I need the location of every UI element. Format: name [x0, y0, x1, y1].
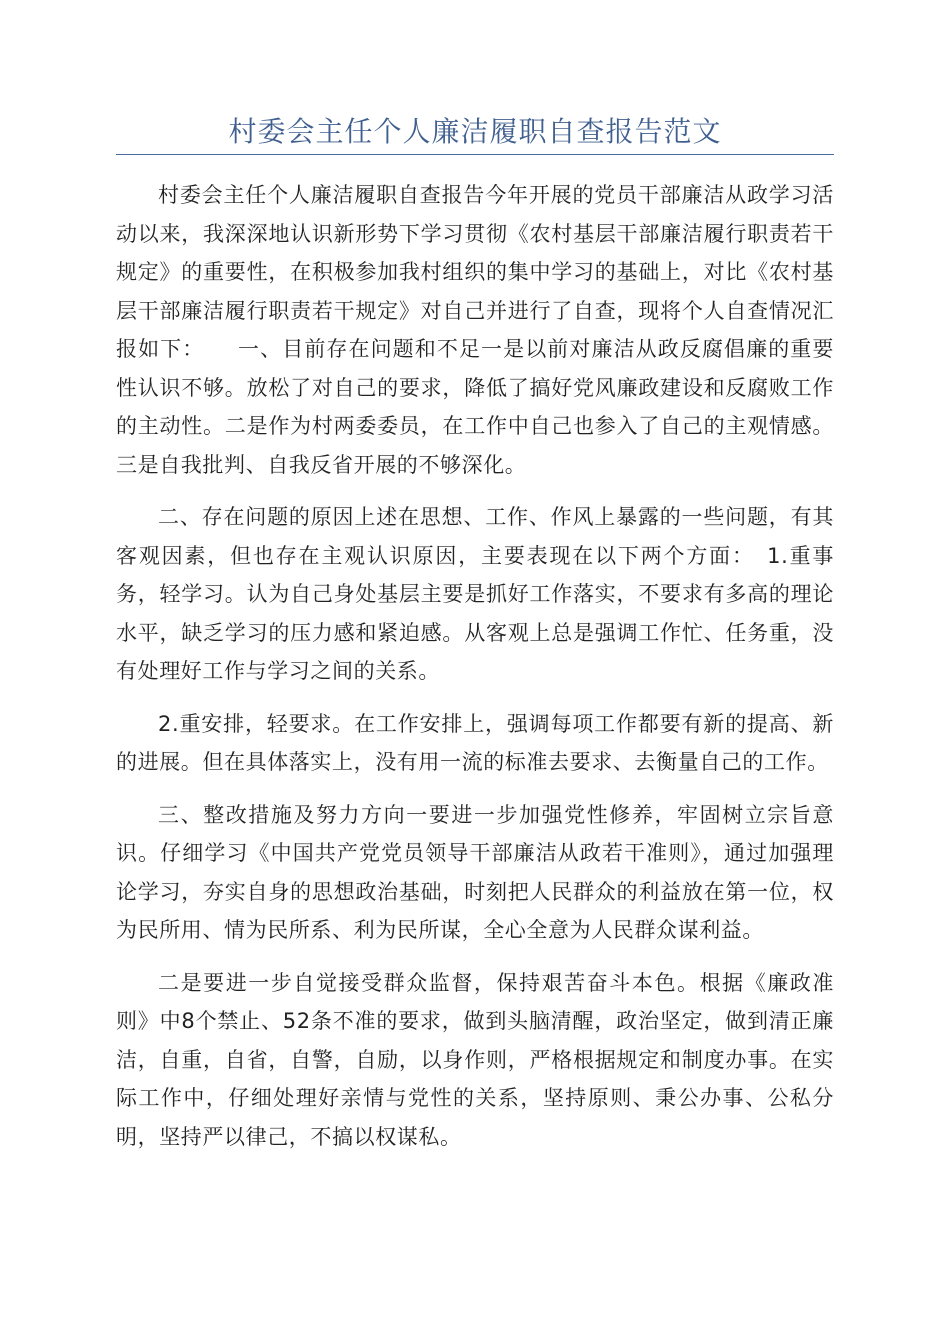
paragraph-1: 村委会主任个人廉洁履职自查报告今年开展的党员干部廉洁从政学习活动以来，我深深地认识新形势下学习贯彻《农村基层干部廉洁履行职责若干规定》的重要性，在积极参加我村组织的集中学习的基础上，对比《农村基层干部廉洁履行职责若干规定》对自己并进行了自查，现将个人自查情况汇报如下： 一、目前存在问题和不足一是以前对廉洁从政反腐倡廉的重要性认识不够。放松了对自己的要求，降低了搞好党风廉政建设和反腐败工作的主动性。二是作为村两委委员，在工作中自己也参入了自己的主观情感。三是自我批判、自我反省开展的不够深化。 — [116, 183, 834, 477]
document-body — [116, 176, 834, 1170]
document-title: 村委会主任个人廉洁履职自查报告范文 — [228, 115, 722, 148]
paragraph-4: 三、整改措施及努力方向一要进一步加强党性修养，牢固树立宗旨意识。仔细学习《中国共产党党员领导干部廉洁从政若干准则》，通过加强理论学习，夯实自身的思想政治基础，时刻把人民群众的利益放在第一位，权为民所用、情为民所系、利为民所谋，全心全意为人民群众谋利益。 — [116, 802, 834, 942]
paragraph-5: 二是要进一步自觉接受群众监督，保持艰苦奋斗本色。根据《廉政准则》中8个禁止、52条不准的要求，做到头脑清醒，政治坚定，做到清正廉洁，自重，自省，自警，自励，以身作则，严格根据规定和制度办事。在实际工作中，仔细处理好亲情与党性的关系，坚持原则、秉公办事、公私分明，坚持严以律己，不搞以权谋私。 — [116, 970, 834, 1149]
title-underline — [116, 154, 834, 155]
paragraph-2: 二、存在问题的原因上述在思想、工作、作风上暴露的一些问题，有其客观因素，但也存在主观认识原因，主要表现在以下两个方面： 1.重事务，轻学习。认为自己身处基层主要是抓好工作落实，不要求有多高的理论水平，缺乏学习的压力感和紧迫感。从客观上总是强调工作忙、任务重，没有处理好工作与学习之间的关系。 — [116, 505, 834, 683]
paragraph-3: 2.重安排，轻要求。在工作安排上，强调每项工作都要有新的提高、新的进展。但在具体落实上，没有用一流的标准去要求、去衡量自己的工作。 — [116, 711, 834, 774]
